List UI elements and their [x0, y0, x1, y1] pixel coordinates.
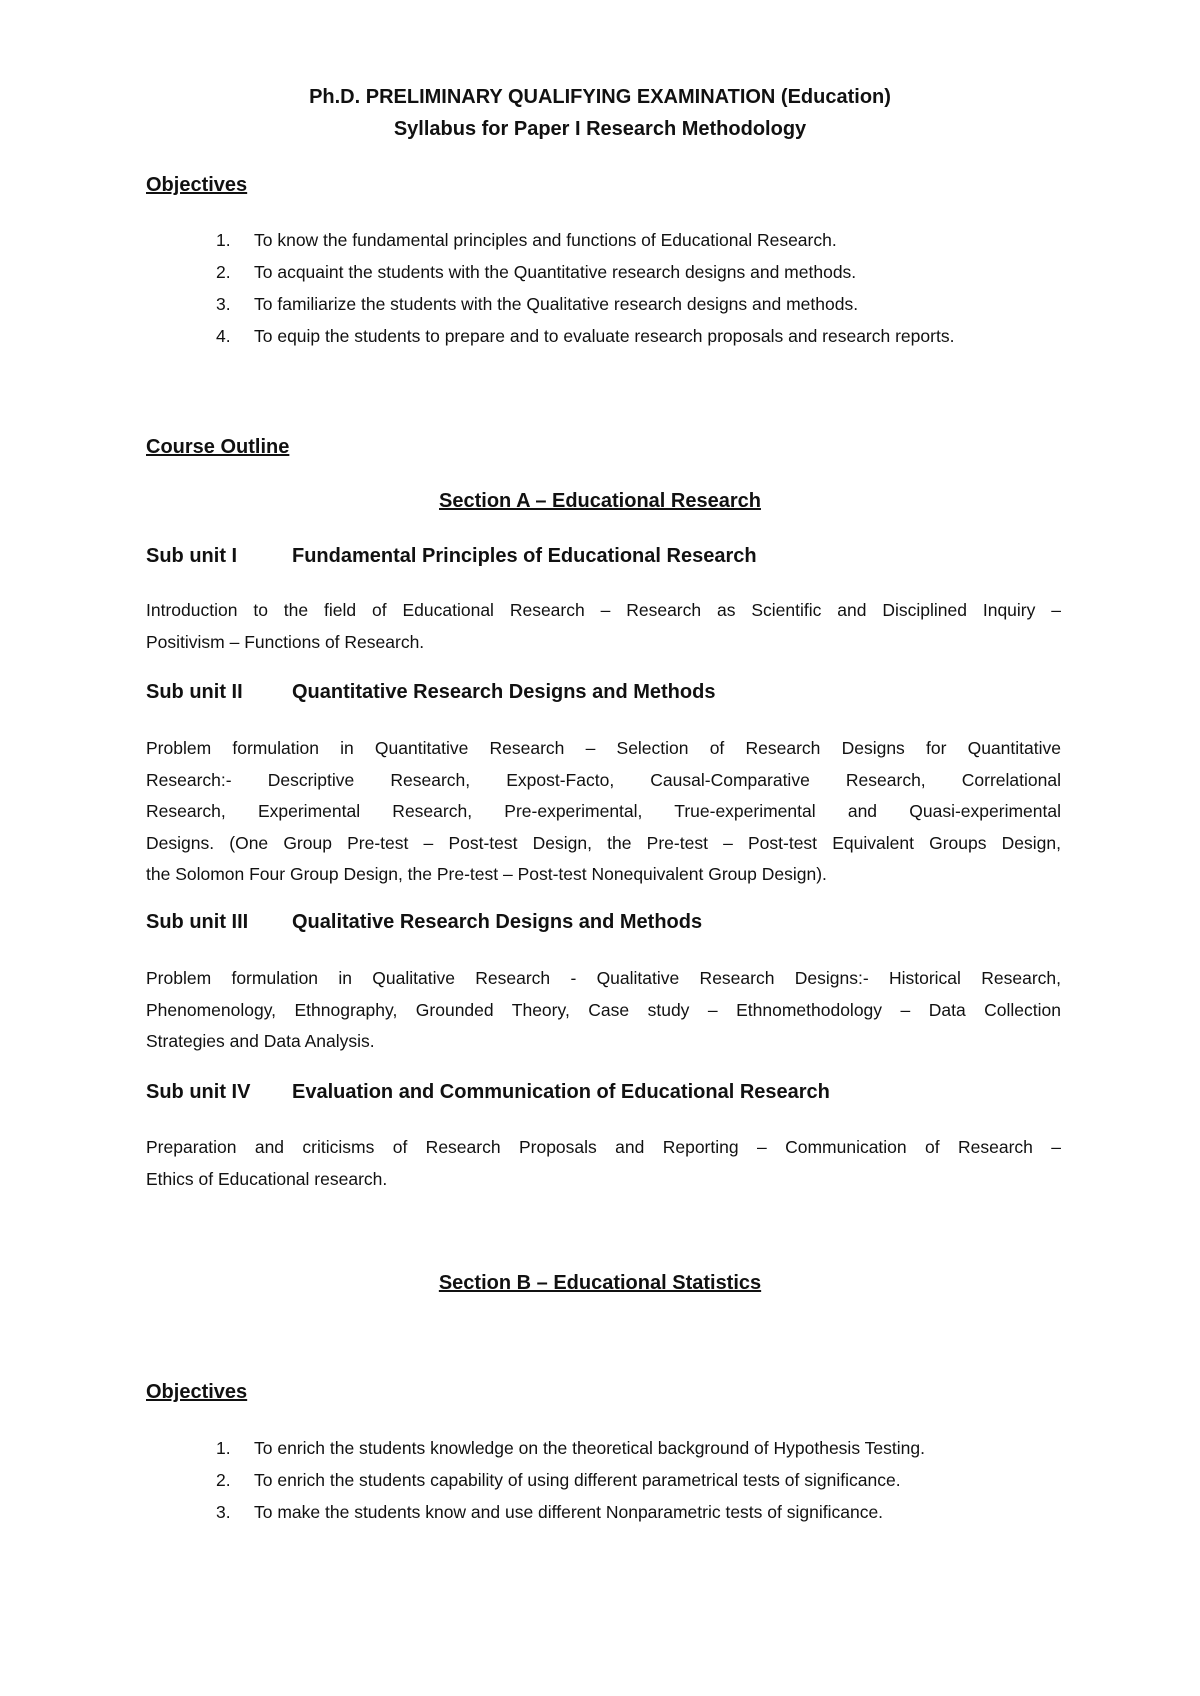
- subunit-heading: [146, 1081, 830, 1104]
- subunit-code: Sub unit IV: [146, 1081, 251, 1103]
- subunit-heading: [146, 545, 757, 568]
- list-item: [146, 1464, 1061, 1496]
- course-outline-heading: Course Outline: [146, 436, 290, 458]
- list-number: 4.: [216, 326, 231, 346]
- section-b-heading: Section B – Educational Statistics: [438, 1272, 762, 1294]
- list-item: [146, 1496, 1061, 1528]
- list-number: 2.: [216, 262, 231, 282]
- list-text: To know the fundamental principles and functions of Educational Research.: [254, 230, 837, 250]
- paragraph-line: Problem formulation in Quantitative Research – Selection of Research Designs for Quantitative: [146, 738, 1061, 758]
- list-text: To enrich the students knowledge on the theoretical background of Hypothesis Testing.: [254, 1438, 925, 1458]
- list-text: To make the students know and use different Nonparametric tests of significance.: [254, 1502, 884, 1522]
- section-a-heading: Section A – Educational Research: [439, 490, 761, 512]
- paragraph-line: Preparation and criticisms of Research Proposals and Reporting – Communication of Research –: [146, 1137, 1061, 1157]
- paragraph-line: Phenomenology, Ethnography, Grounded Theory, Case study – Ethnomethodology – Data Collection: [146, 999, 1061, 1020]
- document-subtitle: Syllabus for Paper I Research Methodology: [393, 118, 807, 140]
- subunit-title: Qualitative Research Designs and Methods: [292, 911, 703, 933]
- list-text: To acquaint the students with the Quantitative research designs and methods.: [254, 262, 857, 282]
- list-number: 3.: [216, 1502, 231, 1522]
- subunit-title: Quantitative Research Designs and Methods: [292, 681, 716, 703]
- subunit-heading: [146, 911, 702, 934]
- list-number: 3.: [216, 294, 231, 314]
- paragraph-line: Introduction to the field of Educational Research – Research as Scientific and Disciplined Inquiry –: [146, 600, 1061, 620]
- paragraph-line: Research:- Descriptive Research, Expost-Facto, Causal-Comparative Research, Correlational: [146, 769, 1061, 790]
- objectives-b-list: [146, 1432, 1061, 1528]
- document-title: Ph.D. PRELIMINARY QUALIFYING EXAMINATION (Education): [309, 86, 891, 108]
- list-item: [146, 1432, 1061, 1464]
- objectives-b-heading: Objectives: [146, 1381, 248, 1403]
- subunit-code: Sub unit II: [146, 681, 243, 703]
- subunit-code: Sub unit I: [146, 545, 238, 567]
- list-text: To enrich the students capability of using different parametrical tests of significance.: [254, 1470, 901, 1490]
- subunit-description: [146, 733, 1061, 891]
- list-number: 1.: [216, 1438, 231, 1458]
- list-item: [146, 224, 1061, 256]
- subunit-description: [146, 595, 1061, 658]
- paragraph-line: Research, Experimental Research, Pre-experimental, True-experimental and Quasi-experimental: [146, 801, 1061, 821]
- list-item: [146, 288, 1061, 320]
- paragraph-line: the Solomon Four Group Design, the Pre-test – Post-test Nonequivalent Group Design).: [146, 864, 827, 884]
- objectives-list: [146, 224, 1061, 352]
- subunit-heading: [146, 681, 715, 704]
- paragraph-line: Strategies and Data Analysis.: [146, 1031, 375, 1051]
- subunit-description: [146, 963, 1061, 1058]
- list-number: 2.: [216, 1470, 231, 1490]
- paragraph-line: Problem formulation in Qualitative Research - Qualitative Research Designs:- Historical Research,: [146, 968, 1061, 988]
- subunit-description: [146, 1132, 1061, 1195]
- subunit-title: Evaluation and Communication of Educational Research: [292, 1081, 830, 1103]
- list-text: To familiarize the students with the Qualitative research designs and methods.: [254, 294, 859, 314]
- paragraph-line: Positivism – Functions of Research.: [146, 631, 425, 652]
- list-item: [146, 320, 1061, 352]
- subunit-title: Fundamental Principles of Educational Research: [292, 545, 757, 567]
- list-number: 1.: [216, 230, 231, 250]
- paragraph-line: Ethics of Educational research.: [146, 1168, 388, 1189]
- list-text: To equip the students to prepare and to evaluate research proposals and research reports.: [254, 326, 955, 346]
- list-item: [146, 256, 1061, 288]
- paragraph-line: Designs. (One Group Pre-test – Post-test Design, the Pre-test – Post-test Equivalent Groups Design,: [146, 832, 1061, 853]
- subunit-code: Sub unit III: [146, 911, 249, 933]
- objectives-heading: Objectives: [146, 174, 248, 196]
